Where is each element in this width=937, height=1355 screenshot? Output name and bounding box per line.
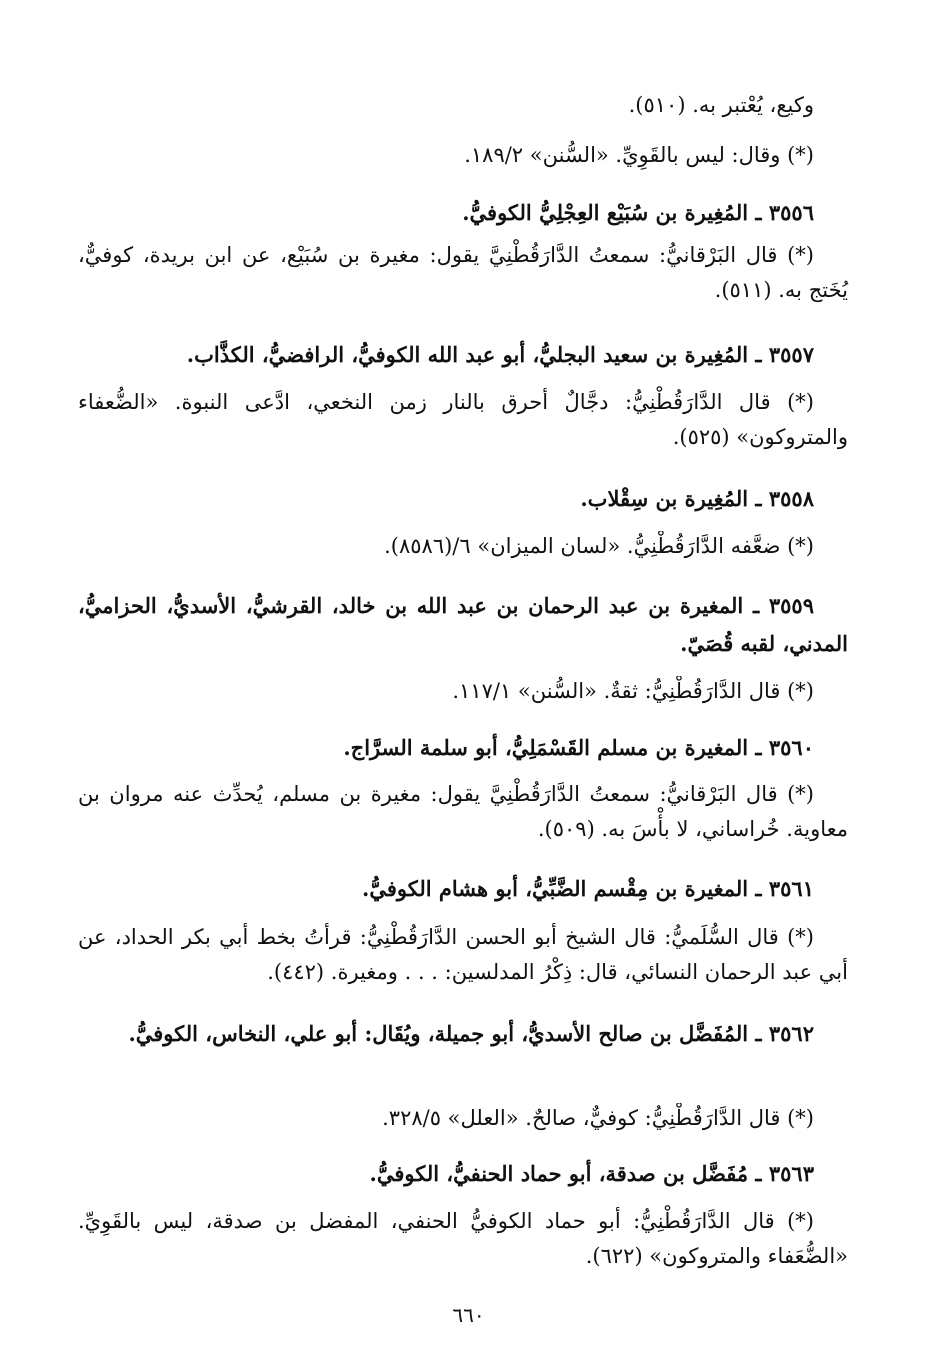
- entry-3557-text: (*) قال الدَّارَقُطْنِيُّ: دجَّالٌ أحرق بالنار زمن النخعي، ادَّعى النبوة. «الضُّعفاء والمتروكون» (٥٢٥).: [78, 390, 848, 449]
- entry-3555-note: (*) وقال: ليس بالقَوِيِّ. «السُّنن» ١٨٩/٢.: [464, 143, 814, 167]
- entry-3559-text: (*) قال الدَّارَقُطْنِيُّ: ثقةٌ. «السُّنن» ١١٧/١.: [452, 679, 814, 703]
- entry-3563-heading: ٣٥٦٣ ـ مُفَضَّل بن صدقة، أبو حماد الحنفيُّ، الكوفيُّ.: [369, 1161, 814, 1186]
- entry-3555-continuation: وكيع، يُعْتبر به. (٥١٠).: [628, 93, 814, 117]
- entry-3562-text: (*) قال الدَّارَقُطْنِيُّ: كوفيٌّ، صالحٌ. «العلل» ٣٢٨/٥.: [382, 1106, 814, 1130]
- entry-3561-text: (*) قال السُّلَميُّ: قال الشيخ أبو الحسن الدَّارَقُطْنِيُّ: قرأتُ بخط أبي بكر الحداد، عن أبي عبد الرحمان النسائي، قال: ذِكْرُ المدلسين: . . . ومغيرة. (٤٤٢).: [78, 925, 848, 984]
- entry-3560-heading: ٣٥٦٠ ـ المغيرة بن مسلم القَسْمَلِيُّ، أبو سلمة السرَّاج.: [343, 735, 814, 760]
- entry-3557-heading: ٣٥٥٧ ـ المُغِيرة بن سعيد البجليُّ، أبو عبد الله الكوفيُّ، الرافضيُّ، الكذَّاب.: [186, 342, 814, 367]
- entry-3563-text: (*) قال الدَّارَقُطْنِيُّ: أبو حماد الكوفيُّ الحنفي، المفضل بن صدقة، ليس بالقَوِيِّ. «الضُّعَفاء والمتروكون» (٦٢٢).: [78, 1209, 848, 1268]
- entry-3561-heading: ٣٥٦١ ـ المغيرة بن مِقْسم الضَّبِّيُّ، أبو هشام الكوفيُّ.: [362, 876, 814, 901]
- entry-3556-heading: ٣٥٥٦ ـ المُغِيرة بن سُبَيْع العِجْلِيُّ الكوفيُّ.: [462, 200, 814, 225]
- entry-3556-text: (*) قال البَرْقانيُّ: سمعتُ الدَّارَقُطْنِيَّ يقول: مغيرة بن سُبَيْع، عن ابن بريدة، كوفيٌّ، يُخَتج به. (٥١١).: [78, 243, 848, 302]
- entry-3560-text: (*) قال البَرْقانيُّ: سمعتُ الدَّارَقُطْنِيَّ يقول: مغيرة بن مسلم، يُحدِّث عنه مروان بن معاوية. خُراساني، لا بأْسَ به. (٥٠٩).: [78, 782, 848, 841]
- entry-3558-text: (*) ضعَّفه الدَّارَقُطْنِيُّ. «لسان الميزان» ٦/(٨٥٨٦).: [384, 534, 814, 558]
- entry-3558-heading: ٣٥٥٨ ـ المُغِيرة بن سِقْلاب.: [580, 486, 814, 511]
- entry-3559-heading: ٣٥٥٩ ـ المغيرة بن عبد الرحمان بن عبد الله بن خالد، القرشيُّ، الأسديُّ، الحزاميُّ، المدني، لقبه قُصَيّ.: [78, 593, 848, 656]
- entry-3562-heading: ٣٥٦٢ ـ المُفَضَّل بن صالح الأسديُّ، أبو جميلة، ويُقَال: أبو علي، النخاس، الكوفيُّ.: [128, 1021, 814, 1046]
- page-number: ٦٦٠: [452, 1303, 485, 1327]
